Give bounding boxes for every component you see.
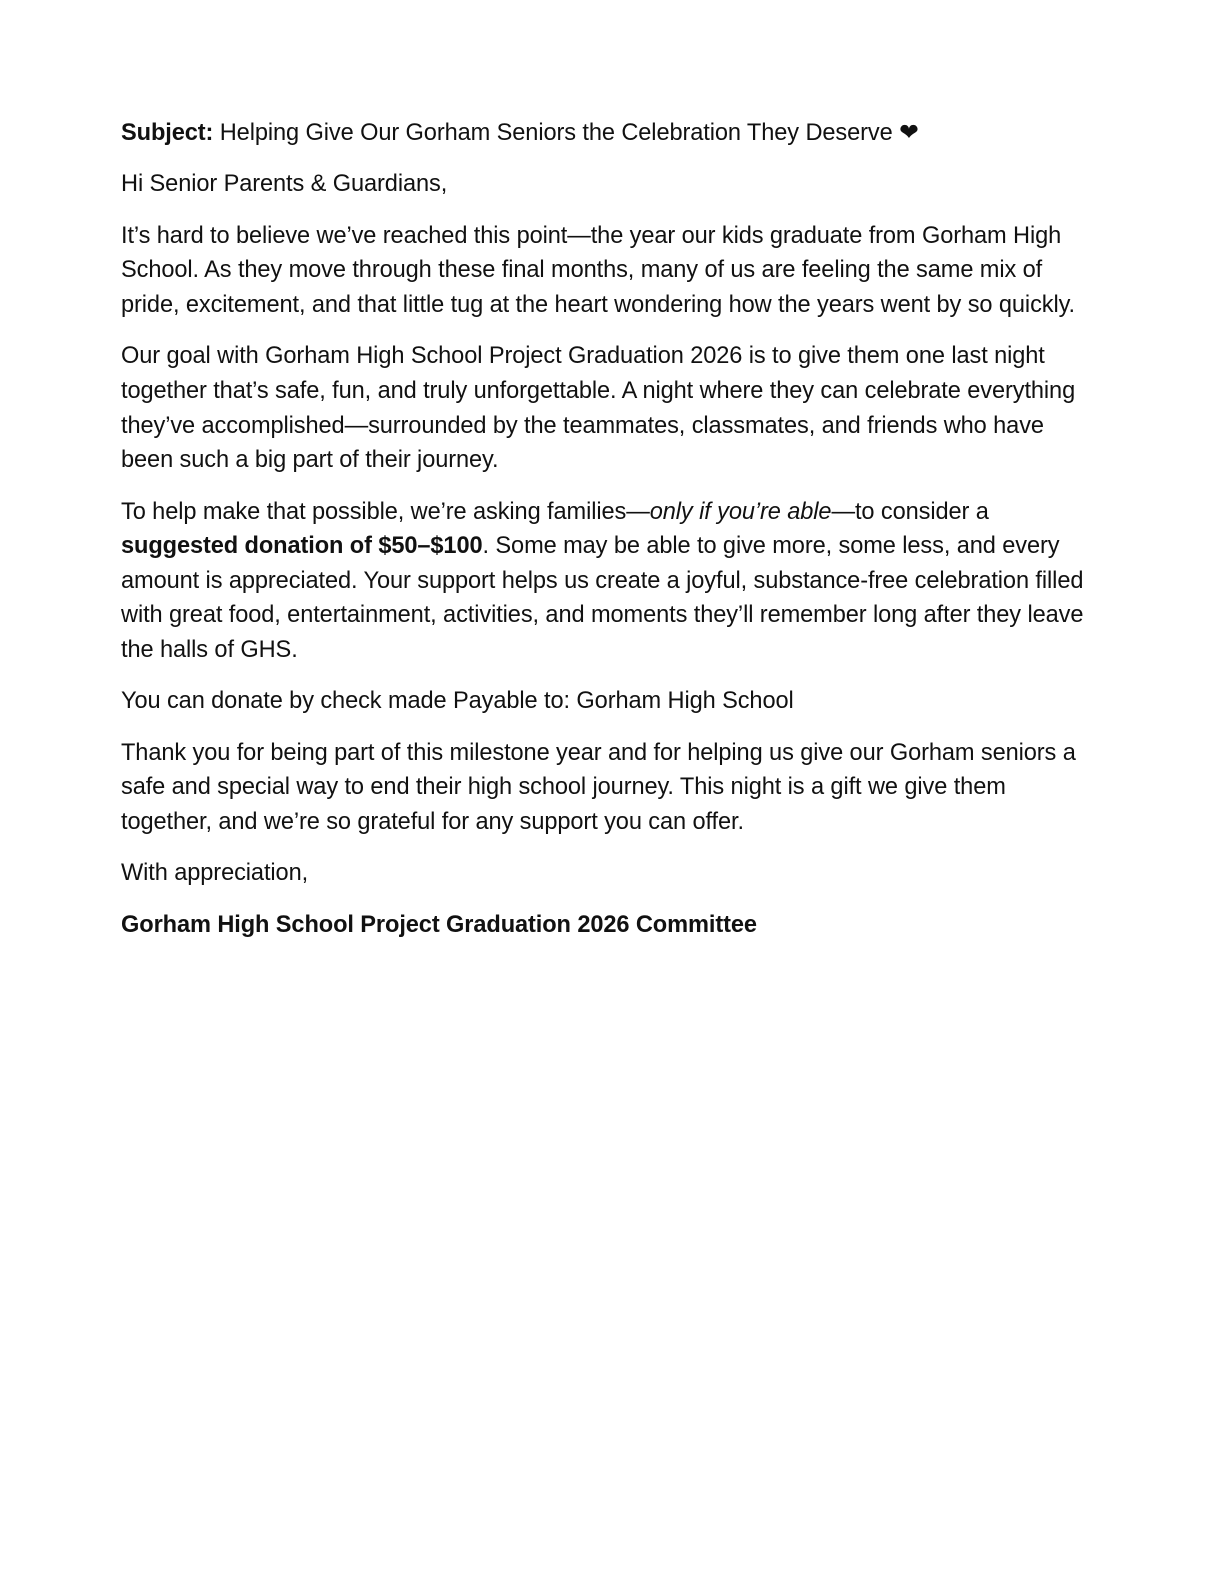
p3-part1: To help make that possible, we’re asking families— xyxy=(121,498,650,525)
paragraph-5: Thank you for being part of this milestone year and for helping us give our Gorham seniors a safe and special way to end their high school journey. This night is a gift we give them together, and we’re so grateful for any support you can offer. xyxy=(121,739,1076,835)
signature-text: Gorham High School Project Graduation 2026 Committee xyxy=(121,911,757,938)
p3-italic: only if you’re able xyxy=(649,498,832,525)
subject-text: Helping Give Our Gorham Seniors the Celebration They Deserve xyxy=(213,120,900,146)
paragraph-1: It’s hard to believe we’ve reached this point—the year our kids graduate from Gorham High School. As they move through these final months, many of us are feeling the same mix of pride, excitement, and that little tug at the heart wondering how the years went by so quickly. xyxy=(121,222,1076,318)
subject-line xyxy=(121,116,1101,151)
paragraph-4: You can donate by check made Payable to: Gorham High School xyxy=(121,688,794,715)
greeting: Hi Senior Parents & Guardians, xyxy=(121,171,448,198)
signature xyxy=(121,908,1101,943)
subject-label: Subject: xyxy=(121,120,214,146)
heart-icon: ❤ xyxy=(899,120,919,146)
paragraph-2: Our goal with Gorham High School Project Graduation 2026 is to give them one last night together that’s safe, fun, and truly unforgettable. A night where they can celebrate everything they’ve accomplished—surrounded by the teammates, classmates, and friends who have been such a big part of their journey. xyxy=(121,343,1076,474)
paragraph-3 xyxy=(121,495,1101,668)
closing: With appreciation, xyxy=(121,860,309,887)
p3-part3: . Some may be able to give more, some less, and every amount is appreciated. Your support helps us create a joyful, substance-free celebration filled with great food, entertainment, activities, and moments they’ll remember long after they leave the halls of GHS. xyxy=(121,533,1084,663)
p3-part2: —to consider a xyxy=(831,498,989,525)
suggested-donation: suggested donation of $50–$100 xyxy=(121,533,483,560)
letter-body xyxy=(121,116,1101,959)
